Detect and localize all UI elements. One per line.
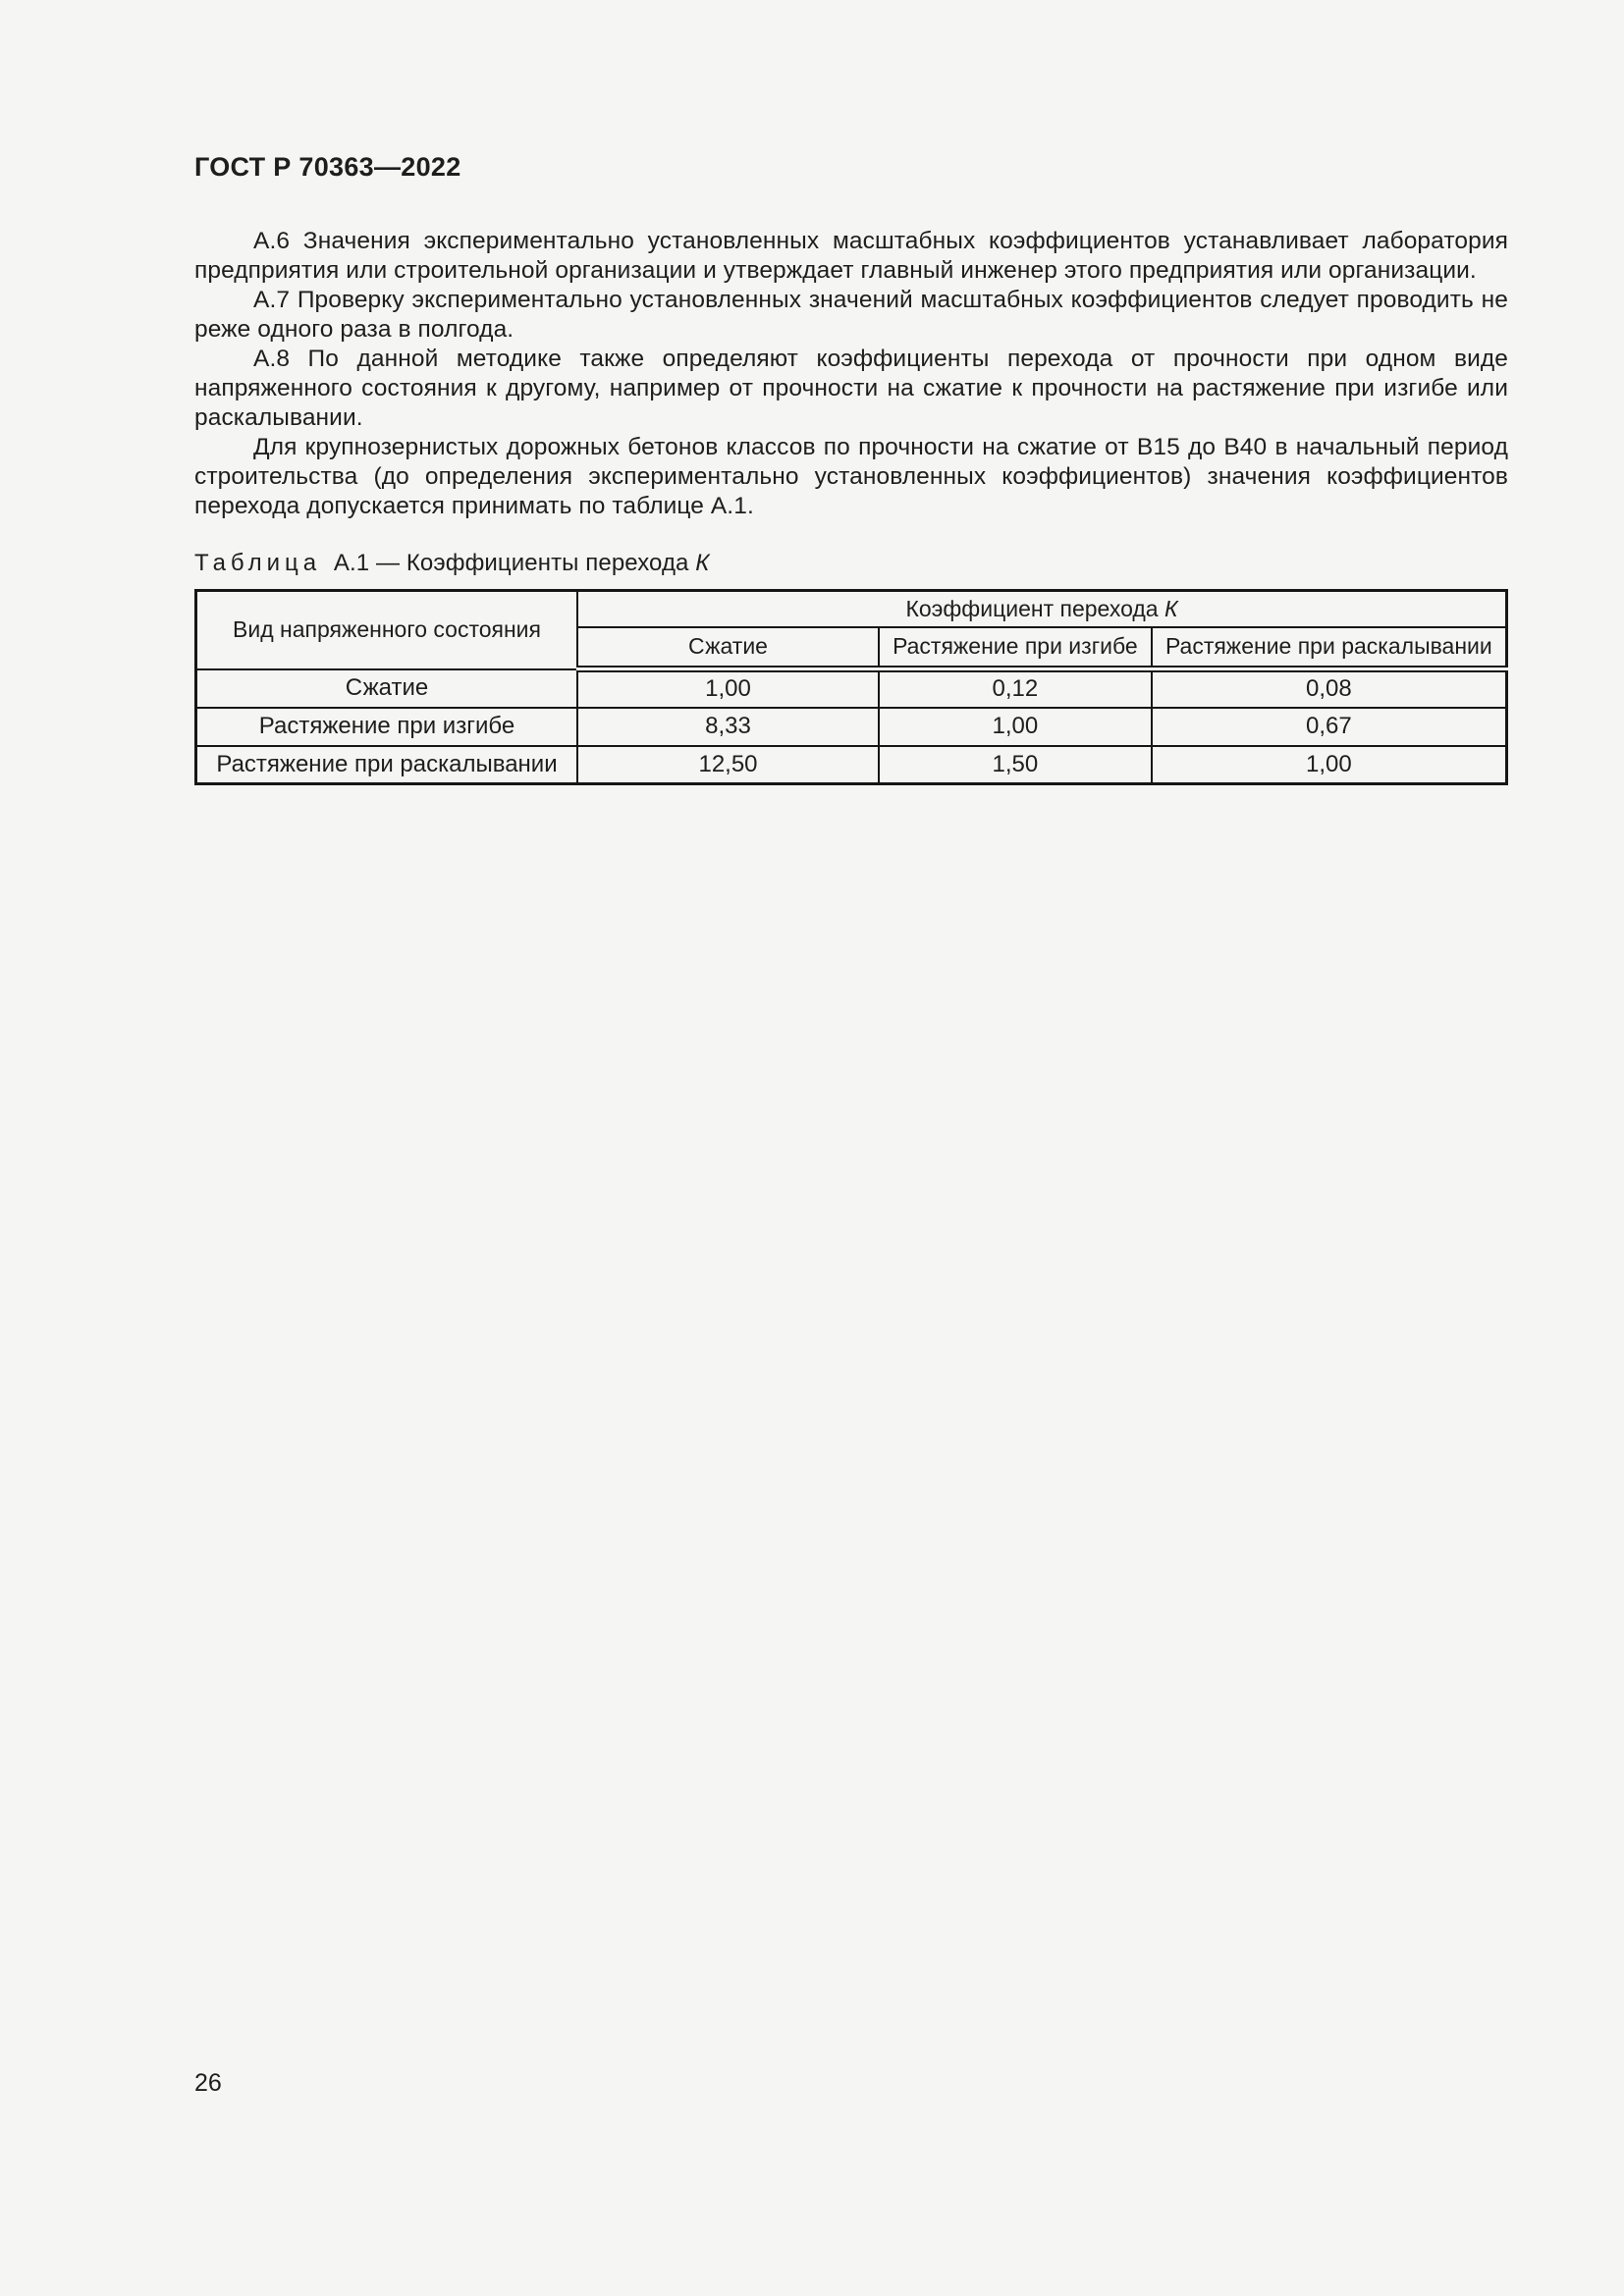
row-label: Сжатие: [196, 669, 577, 708]
col-header-stress-type: Вид напряженного состояния: [196, 591, 577, 669]
value-cell: 1,00: [577, 669, 879, 708]
paragraph-table-intro: Для крупнозернистых дорожных бетонов классов по прочности на сжатие от В15 до В40 в начальный период строительства (до определения экспериментально установленных коэффициентов) значения коэффициентов перехода допускается принимать по таблице А.1.: [194, 434, 1508, 519]
table-caption-symbol: К: [695, 550, 710, 576]
table-caption-label: Таблица: [194, 550, 322, 576]
row-label: Растяжение при изгибе: [196, 708, 577, 746]
table-caption-text: А.1 — Коэффициенты перехода: [333, 550, 689, 576]
subheader-compression: Сжатие: [577, 627, 879, 669]
group-header-symbol: К: [1164, 595, 1178, 621]
paragraph-a8: А.8 По данной методике также определяют коэффициенты перехода от прочности при одном виде напряженного состояния к другому, например от прочности на сжатие к прочности на растяжение при изгибе или раскалывании.: [194, 346, 1508, 431]
group-header-text: Коэффициент перехода: [905, 595, 1159, 621]
table-header-group-row: [196, 591, 1507, 627]
paragraph-a6: А.6 Значения экспериментально установленных масштабных коэффициентов устанавливает лаборатория предприятия или строительной организации и утверждает главный инженер этого предприятия или организации.: [194, 228, 1508, 284]
value-cell: 12,50: [577, 746, 879, 784]
paragraph-a7: А.7 Проверку экспериментально установленных значений масштабных коэффициентов следует проводить не реже одного раза в полгода.: [194, 287, 1508, 343]
transition-coefficients-table: [194, 589, 1508, 785]
row-label: Растяжение при раскалывании: [196, 746, 577, 784]
value-cell: 0,12: [879, 669, 1152, 708]
table-row-splitting-tension: [196, 746, 1507, 784]
page-number: 26: [194, 2069, 222, 2097]
subheader-splitting-tension: Растяжение при раскалывании: [1152, 627, 1507, 669]
table-row-compression: [196, 669, 1507, 708]
value-cell: 1,00: [879, 708, 1152, 746]
table-caption: [194, 550, 1508, 577]
table-row-bending-tension: [196, 708, 1507, 746]
value-cell: 0,08: [1152, 669, 1507, 708]
page-content: [194, 227, 1508, 785]
value-cell: 0,67: [1152, 708, 1507, 746]
value-cell: 8,33: [577, 708, 879, 746]
value-cell: 1,00: [1152, 746, 1507, 784]
document-number-header: ГОСТ Р 70363—2022: [194, 152, 461, 182]
value-cell: 1,50: [879, 746, 1152, 784]
subheader-bending-tension: Растяжение при изгибе: [879, 627, 1152, 669]
group-header-transition-coefficient: [577, 591, 1507, 627]
